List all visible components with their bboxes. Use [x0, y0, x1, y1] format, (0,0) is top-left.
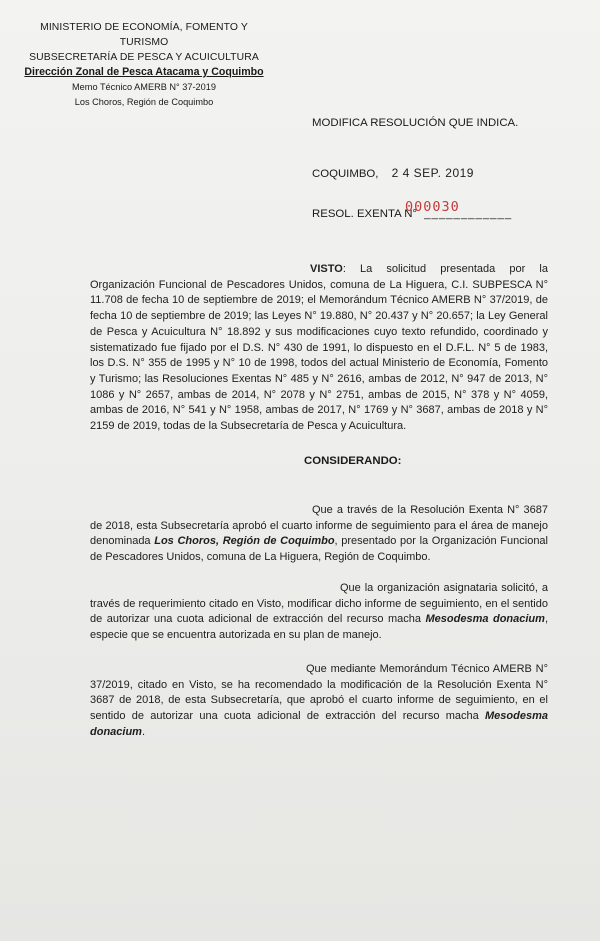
p2-text-a: Que la organización asignataria solicitó, a través de requerimiento citado en Visto, modificar dicho informe de seguimiento, en el sentido de autorizar una cuota adicional de extracción del recurso macha	[90, 582, 548, 626]
header-ministry: MINISTERIO DE ECONOMÍA, FOMENTO Y TURISMO	[40, 22, 248, 48]
considerando-heading: CONSIDERANDO:	[304, 455, 402, 467]
header-subsecretary: SUBSECRETARÍA DE PESCA Y ACUICULTURA	[29, 52, 259, 63]
header-location: Los Choros, Región de Coquimbo	[74, 97, 214, 107]
p1-text-b: , presentado por la Organización Funcional de Pescadores Unidos, comuna de La Higuera, Región de Coquimbo.	[90, 535, 548, 564]
document-title: MODIFICA RESOLUCIÓN QUE INDICA.	[312, 117, 519, 129]
considerando-paragraph-3	[90, 662, 548, 741]
p1-text-a: Que a través de la Resolución Exenta N° 3687 de 2018, esta Subsecretaría aprobó el cuarto informe de seguimiento para el área de manejo denominada	[90, 504, 548, 548]
letterhead	[24, 20, 264, 110]
resolution-number-stamp: 000030	[405, 199, 460, 215]
visto-label: VISTO	[310, 263, 343, 275]
visto-paragraph	[90, 262, 548, 435]
considerando-paragraph-2	[90, 581, 548, 644]
date-stamp: 2 4 SEP. 2019	[391, 166, 474, 180]
resolution-number-line	[312, 199, 513, 220]
p2-text-b: , especie que se encuentra autorizada en su plan de manejo.	[90, 613, 548, 642]
p1-area-name: Los Choros, Región de Coquimbo	[154, 535, 335, 548]
p3-species-name: Mesodesma donacium	[90, 710, 548, 738]
header-memo: Memo Técnico AMERB N° 37-2019	[72, 82, 216, 92]
p3-text-a: Que mediante Memorándum Técnico AMERB N° 37/2019, citado en Visto, se ha recomendado la modificación de la Resolución Exenta N° 3687 de 2018, de esta Subsecretaría, que aprobó el cuarto informe de seguimiento, en el sentido de autorizar una cuota adicional de extracción del recurso macha	[90, 663, 548, 723]
visto-text: : La solicitud presentada por la Organización Funcional de Pescadores Unidos, comuna de La Higuera, C.I. SUBPESCA N° 11.708 de fecha 10 de septiembre de 2019; el Memorándum Técnico AMERB N° 37/2019, de fecha 10 de septiembre de 2019; las Leyes N° 19.880, N° 20.437 y N° 20.657; la Ley General de Pesca y Acuicultura N° 18.892 y sus modificaciones cuyo texto refundido, coordinado y sistematizado fue fijado por el D.S. N° 430 de 1991, lo dispuesto en el D.F.L. N° 5 de 1983, los D.S. N° 355 de 1995 y N° 10 de 1998, todos del actual Ministerio de Economía, Fomento y Turismo; las Resoluciones Exentas N° 485 y N° 2616, ambas de 2012, N° 947 de 2013, N° 1086 y N° 2657, ambas de 2014, N° 2078 y N° 2751, ambas de 2015, N° 378 y N° 4059, ambas de 2016, N° 541 y N° 1958, ambas de 2017, N° 1769 y N° 3687, ambas de 2018 y N° 2159 de 2019, todas de la Subsecretaría de Pesca y Acuicultura.	[90, 263, 548, 433]
header-zonal-direction: Dirección Zonal de Pesca Atacama y Coquimbo	[24, 66, 264, 78]
resolution-blank-line: ____________	[424, 208, 513, 220]
p3-text-b: .	[141, 725, 146, 738]
resolution-label: RESOL. EXENTA N°	[312, 208, 417, 220]
date-city: COQUIMBO,	[312, 168, 379, 180]
date-line	[312, 166, 474, 180]
p2-species-name: Mesodesma donacium	[425, 613, 545, 626]
considerando-paragraph-1	[90, 503, 548, 566]
